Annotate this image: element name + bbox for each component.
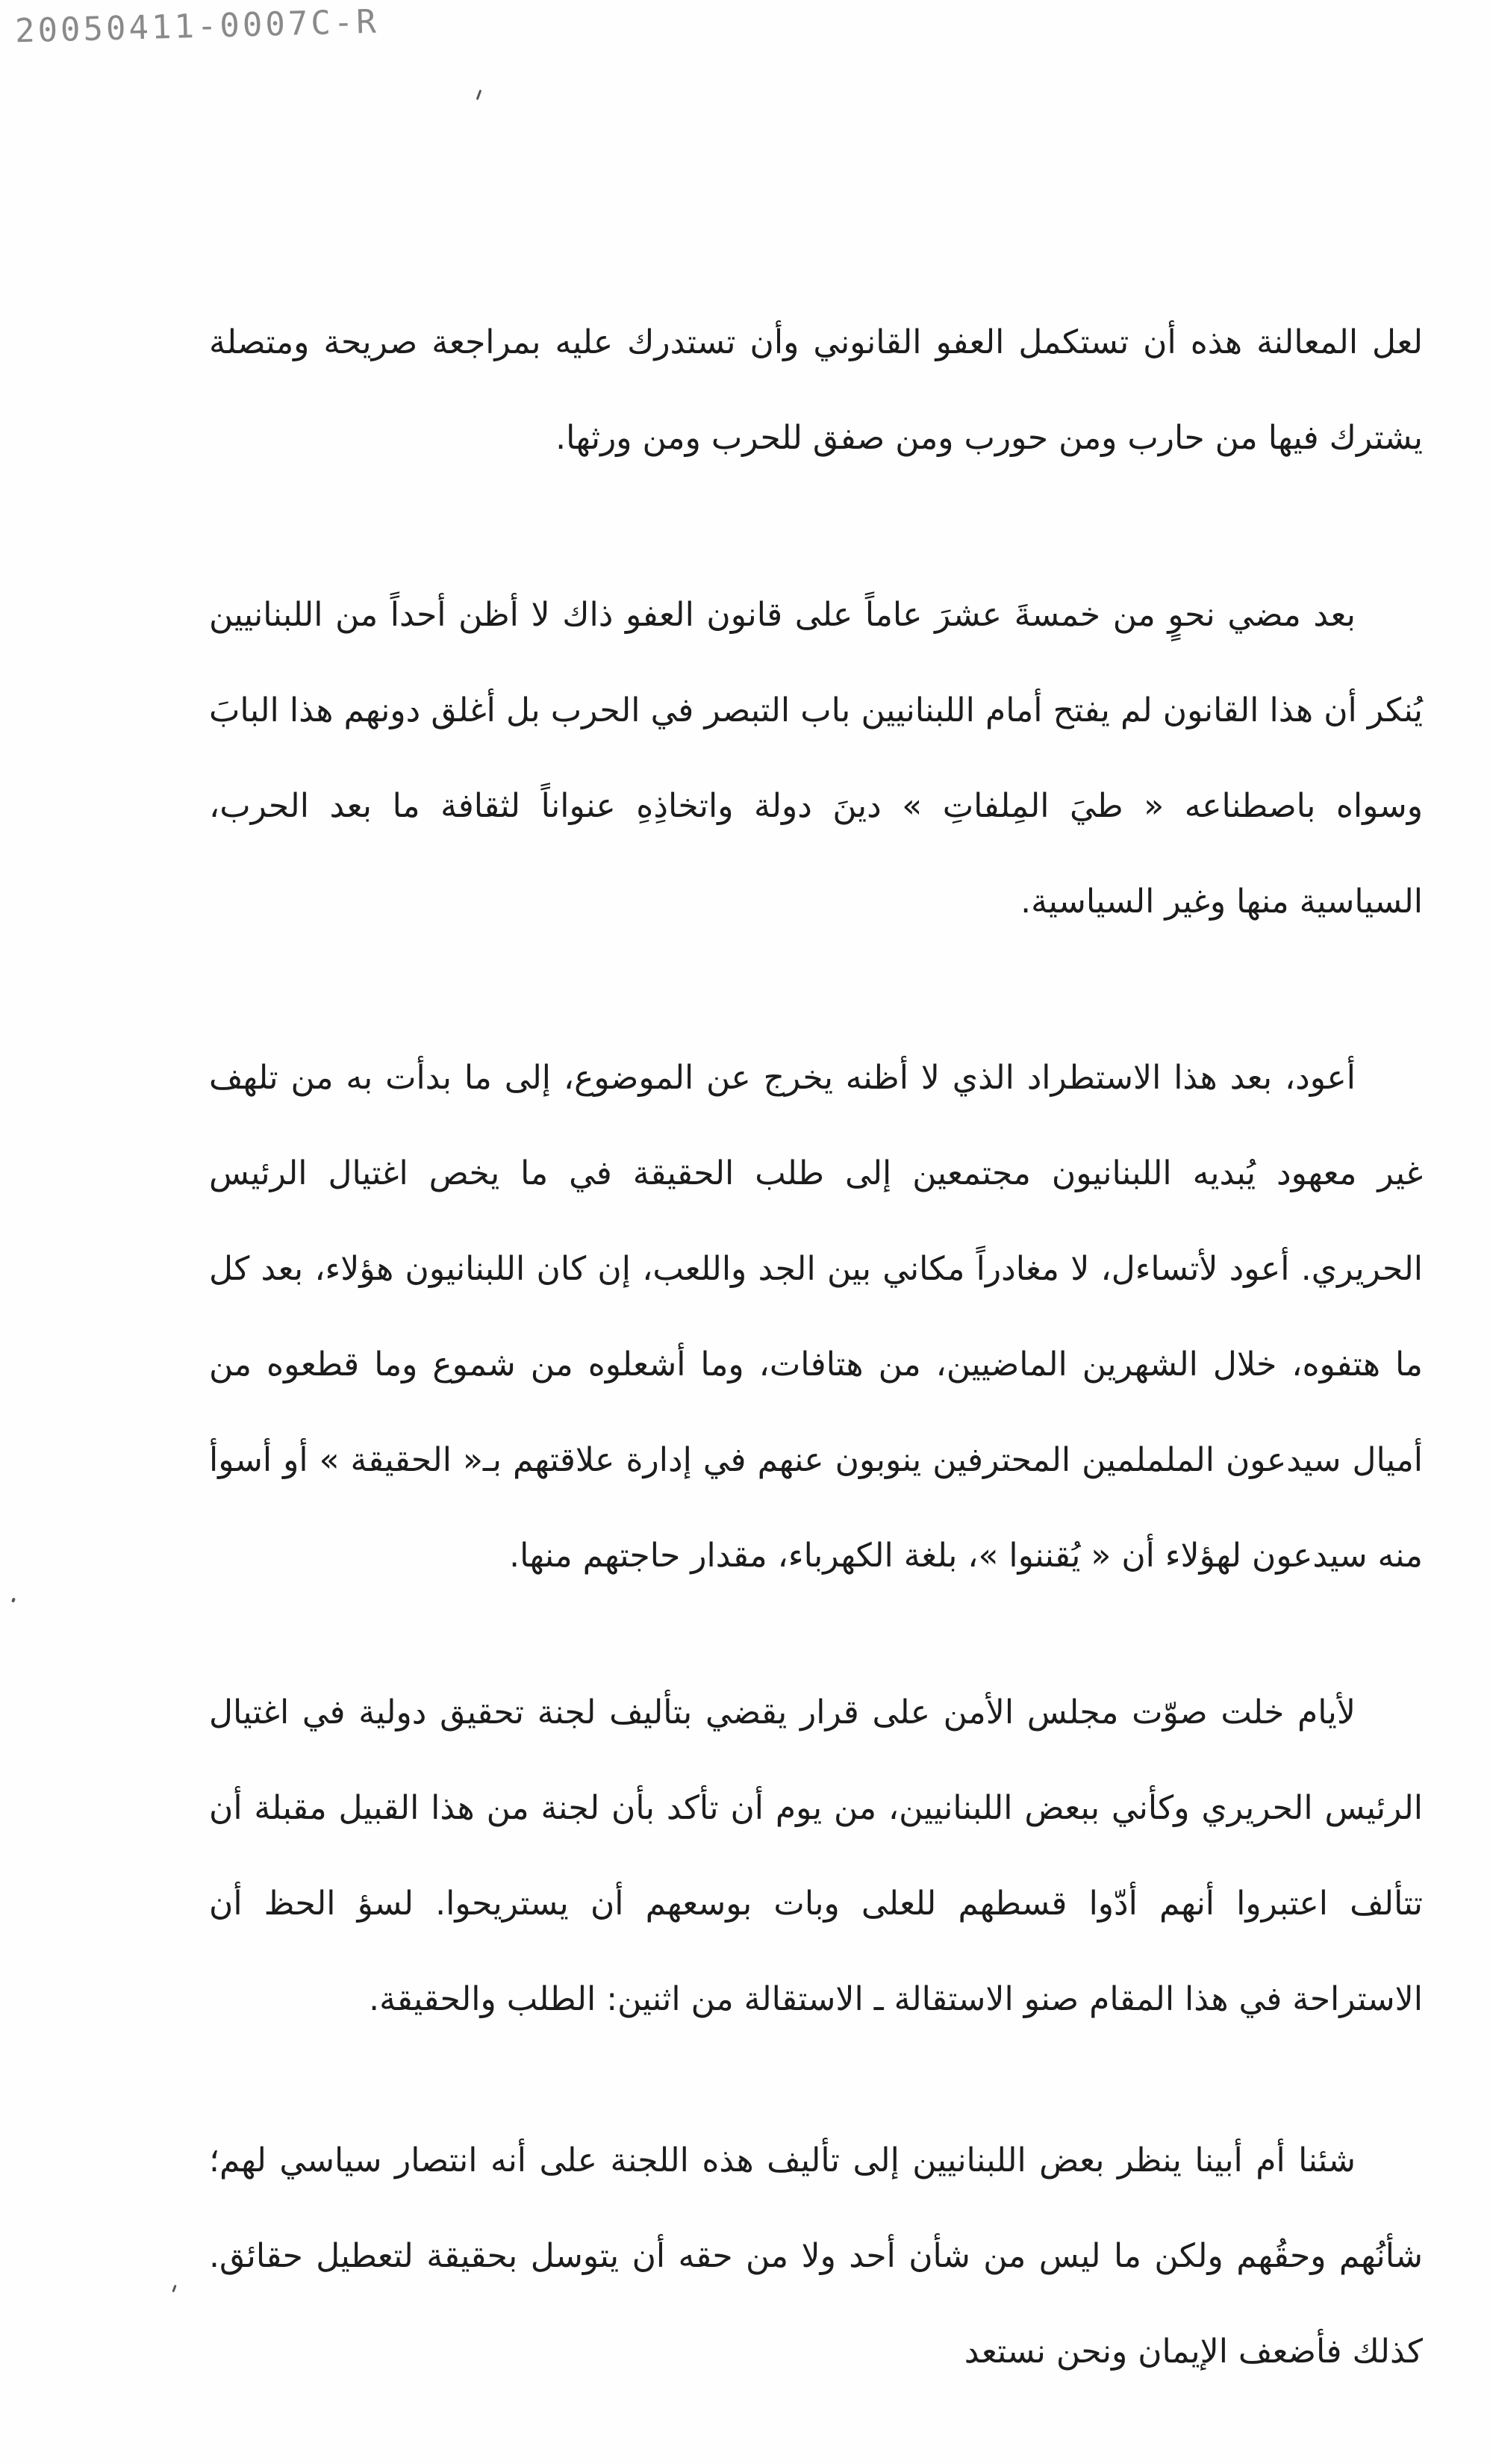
paragraph-text: شئنا أم أبينا ينظر بعض اللبنانيين إلى تأليف هذه اللجنة على أنه انتصار سياسي لهم؛ شأنُهم وحقُهم ولكن ما ليس من شأن أحد ولا من حقه أن يتوسل بحقيقة لتعطيل حقائق. كذلك فأضعف الإيمان ونحن نستعد [209,2141,1423,2371]
paragraph-4 [209,1665,1423,2047]
paragraph-text: لأيام خلت صوّت مجلس الأمن على قرار يقضي بتأليف لجنة تحقيق دولية في اغتيال الرئيس الحريري وكأني ببعض اللبنانيين، من يوم أن تأكد بأن لجنة من هذا القبيل مقبلة أن تتألف اعتبروا أنهم أدّوا قسطهم للعلى وبات بوسعهم أن يستريحوا. لسؤ الحظ أن الاستراحة في هذا المقام صنو الاستقالة ـ الاستقالة من اثنين: الطلب والحقيقة. [209,1693,1423,2018]
paragraph-1 [209,295,1423,486]
stray-pen-mark [11,1597,16,1602]
paragraph-text: بعد مضي نحوٍ من خمسةَ عشرَ عاماً على قانون العفو ذاك لا أظن أحداً من اللبنانيين يُنكر أن هذا القانون لم يفتح أمام اللبنانيين باب التبصر في الحرب بل أغلق دونهم هذا البابَ وسواه باصطناعه « طيَ المِلفاتِ » دينَ دولة واتخاذِهِ عنواناً لثقافة ما بعد الحرب، السياسية منها وغير السياسية. [209,596,1423,921]
paragraph-text: لعل المعالنة هذه أن تستكمل العفو القانوني وأن تستدرك عليه بمراجعة صريحة ومتصلة يشترك فيها من حارب ومن حورب ومن صفق للحرب ومن ورثها. [209,323,1423,457]
paragraph-2 [209,567,1423,950]
paragraph-5 [209,2113,1423,2400]
handwritten-reference-number: 20050411-0007C-R [14,2,380,51]
stray-pen-mark [476,90,482,100]
stray-pen-mark [172,2285,176,2292]
paragraph-text: أعود، بعد هذا الاستطراد الذي لا أظنه يخرج عن الموضوع، إلى ما بدأت به من تلهف غير معهود يُبديه اللبنانيون مجتمعين إلى طلب الحقيقة في ما يخص اغتيال الرئيس الحريري. أعود لأتساءل، لا مغادراً مكاني بين الجد واللعب، إن كان اللبنانيون هؤلاء، بعد كل ما هتفوه، خلال الشهرين الماضيين، من هتافات، وما أشعلوه من شموع وما قطعوه من أميال سيدعون الململمين المحترفين ينوبون عنهم في إدارة علاقتهم بـ« الحقيقة » أو أسوأ منه سيدعون لهؤلاء أن « يُقننوا »، بلغة الكهرباء، مقدار حاجتهم منها. [209,1059,1423,1575]
paragraph-3 [209,1030,1423,1604]
